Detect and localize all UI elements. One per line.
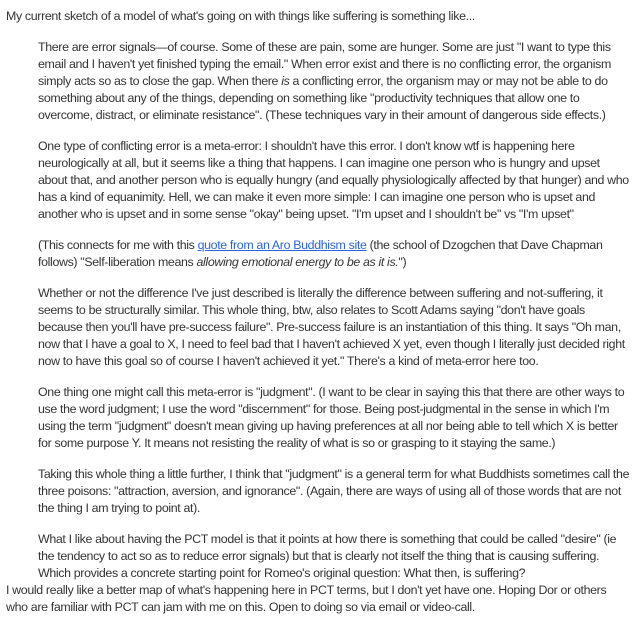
- text-run: (the school of Dzogchen that Dave Chapman follows) "Self-liberation means: [38, 238, 603, 269]
- text-run: There are error signals—of course. Some of these are pain, some are hunger. Some are just "I want to type this email and I haven't yet finished typing the email." When error exist and there is no conflicting error, the organism simply acts so as to close the gap. When there: [38, 40, 611, 88]
- outro-paragraph: I would really like a better map of what's happening here in PCT terms, but I don't yet have one. Hoping Dor or others who are familiar with PCT can jam with me on this. Open to doing so via email or video-call.: [6, 583, 607, 614]
- paragraph-aro-quote: [38, 237, 630, 271]
- text-run: a conflicting error, the organism may or may not be able to do something about any of the things, depending on something like "productivity techniques that allow one to overcome, distract, or eliminate resistance". (These techniques vary in their amount of dangerous side effects.): [38, 74, 608, 122]
- text-run: (This connects for me with this: [38, 238, 198, 252]
- text-run: "): [398, 255, 407, 269]
- intro-paragraph: My current sketch of a model of what's going on with things like suffering is something like...: [6, 9, 475, 23]
- paragraph-error-signals: [38, 39, 630, 124]
- paragraph-pre-success: Whether or not the difference I've just described is literally the difference between suffering and not-suffering, it seems to be structurally similar. This whole thing, btw, also relates to Scott Adams saying "don't have goals because then you'll have pre-success failure". Pre-success failure is an instantiation of this thing. It says "Oh man, now that I have a goal to X, I need to feel bad that I haven't achieved X yet, even though I literally just decided right now to have this goal so of course I haven't achieved it yet." There's a kind of meta-error here too.: [38, 286, 625, 368]
- paragraph-meta-error: One type of conflicting error is a meta-error: I shouldn't have this error. I don't know wtf is happening here neurologically at all, but it seems like a thing that happens. I can imagine one person who is hungry and upset about that, and another person who is equally hungry (and equally physiologically affected by that hunger) and who has a kind of equanimity. Hell, we can make it even more simple: I can imagine one person who is upset and another who is upset and in some sense "okay" being upset. "I'm upset and I shouldn't be" vs "I'm upset": [38, 139, 629, 221]
- paragraph-pct-desire: What I like about having the PCT model is that it points at how there is something that could be called "desire" (ie the tendency to act so as to reduce error signals) but that is clearly not itself the thing that is causing suffering. Which provides a concrete starting point for Romeo's original question: What then, is suffering?: [38, 532, 617, 580]
- paragraph-three-poisons: Taking this whole thing a little further, I think that "judgment" is a general term for what Buddhists sometimes call the three poisons: "attraction, aversion, and ignorance". (Again, there are ways of using all of those words that are not the thing I am trying to point at).: [38, 467, 630, 515]
- paragraph-judgment: One thing one might call this meta-error is "judgment". (I want to be clear in saying this that there are other ways to use the word judgment; I use the word "discernment" for those. Being post-judgmental in the sense in which I'm using the term "judgment" doesn't mean giving up having preferences at all nor being able to tell which X is better for some purpose Y. It means not resisting the reality of what is so or grasping to it staying the same.): [38, 385, 625, 450]
- italic-text: is: [281, 74, 290, 88]
- italic-text: allowing emotional energy to be as it is.: [196, 255, 399, 269]
- aro-buddhism-link[interactable]: quote from an Aro Buddhism site: [197, 238, 367, 252]
- indented-block: [38, 39, 630, 582]
